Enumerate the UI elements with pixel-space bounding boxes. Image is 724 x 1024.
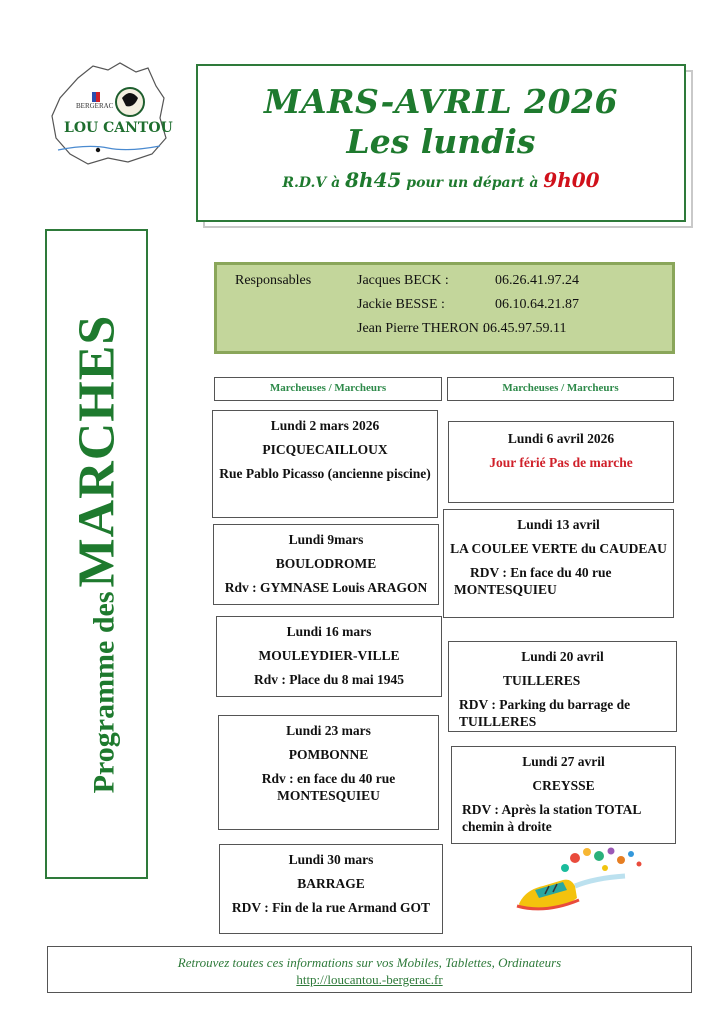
walk-card-mars-30 <box>219 844 443 934</box>
responsable-row <box>357 321 567 337</box>
column-header-mars: Marcheuses / Marcheurs <box>214 377 442 401</box>
side-banner-small: Programme des <box>87 591 120 794</box>
rdv-middle: pour un départ à <box>401 175 544 191</box>
rdv-prefix: R.D.V à <box>282 175 346 191</box>
walk-place: CREYSSE <box>532 778 595 793</box>
walk-date: Lundi 2 mars 2026 <box>270 418 380 433</box>
walk-date: Lundi 23 mars <box>286 723 371 738</box>
walk-rdv: Rdv : en face du 40 rue MONTESQUIEU <box>261 771 396 803</box>
walk-card-mars-9 <box>213 524 439 605</box>
footer-text: Retrouvez toutes ces informations sur vos Mobiles, Tablettes, Ordinateurs <box>177 955 562 970</box>
walk-place: MOULEYDIER-VILLE <box>258 648 400 663</box>
logo-name: LOU CANTOU <box>64 120 173 136</box>
page-subtitle: Les lundis <box>346 122 536 161</box>
responsable-name: Jean Pierre THERON : <box>357 321 487 336</box>
responsable-row <box>357 273 579 289</box>
walk-card-avril-27 <box>451 746 676 844</box>
walk-date: Lundi 16 mars <box>286 624 372 639</box>
holiday-notice: Jour férié Pas de marche <box>489 455 633 470</box>
responsable-name: Jackie BESSE : <box>357 297 445 312</box>
responsable-phone: 06.10.64.21.87 <box>495 297 579 312</box>
walk-card-mars-2 <box>212 410 438 518</box>
column-header-avril: Marcheuses / Marcheurs <box>447 377 674 401</box>
responsables-box <box>214 262 675 354</box>
logo-bergerac-text: BERGERAC <box>76 102 114 110</box>
responsable-name: Jacques BECK : <box>357 273 449 288</box>
responsables-label: Responsables <box>235 273 312 288</box>
dordogne-map-icon <box>48 58 170 168</box>
side-banner-text <box>67 315 126 794</box>
walk-rdv: RDV : En face du 40 rue MONTESQUIEU <box>454 565 612 597</box>
rdv-line <box>198 168 684 192</box>
walk-card-mars-23 <box>218 715 439 830</box>
responsable-phone: 06.45.97.59.11 <box>483 321 567 336</box>
walk-date: Lundi 27 avril <box>522 754 605 769</box>
footer-box <box>47 946 692 993</box>
walk-rdv: RDV : Parking du barrage de TUILLERES <box>459 697 631 729</box>
walk-date: Lundi 30 mars <box>288 852 374 867</box>
walk-card-mars-16 <box>216 616 442 697</box>
page-title: MARS-AVRIL 2026 <box>264 82 618 121</box>
walk-place: PICQUECAILLOUX <box>262 442 388 457</box>
walk-rdv: RDV : Fin de la rue Armand GOT <box>231 900 431 915</box>
walk-card-avril-6 <box>448 421 674 503</box>
walk-card-avril-20 <box>448 641 677 732</box>
walk-place: POMBONNE <box>288 747 369 762</box>
responsable-phone: 06.26.41.97.24 <box>495 273 579 288</box>
rdv-time: 8h45 <box>345 168 402 192</box>
title-box <box>196 64 686 222</box>
walk-date: Lundi 9mars <box>288 532 364 547</box>
walk-rdv: Rue Pablo Picasso (ancienne piscine) <box>219 466 431 481</box>
side-banner-large: MARCHES <box>68 314 125 588</box>
walk-rdv: RDV : Après la station TOTAL chemin à droite <box>462 802 641 834</box>
running-shoe-illustration <box>505 842 650 922</box>
side-banner <box>45 229 148 879</box>
walk-place: BOULODROME <box>275 556 377 571</box>
walk-card-avril-13 <box>443 509 674 618</box>
walk-rdv: Rdv : Place du 8 mai 1945 <box>254 672 404 687</box>
walk-date: Lundi 6 avril 2026 <box>507 431 615 446</box>
depart-time: 9h00 <box>543 168 600 192</box>
website-link[interactable]: http://loucantou.-bergerac.fr <box>296 972 443 987</box>
responsable-row <box>357 297 579 313</box>
running-shoe-icon <box>505 842 650 922</box>
walk-date: Lundi 20 avril <box>521 649 604 664</box>
walk-place: BARRAGE <box>297 876 365 891</box>
walk-rdv: Rdv : GYMNASE Louis ARAGON <box>224 580 428 595</box>
lou-cantou-logo <box>48 58 173 168</box>
walk-date: Lundi 13 avril <box>517 517 600 532</box>
walk-place: TUILLERES <box>503 673 581 688</box>
walk-place: LA COULEE VERTE du CAUDEAU <box>450 541 667 556</box>
